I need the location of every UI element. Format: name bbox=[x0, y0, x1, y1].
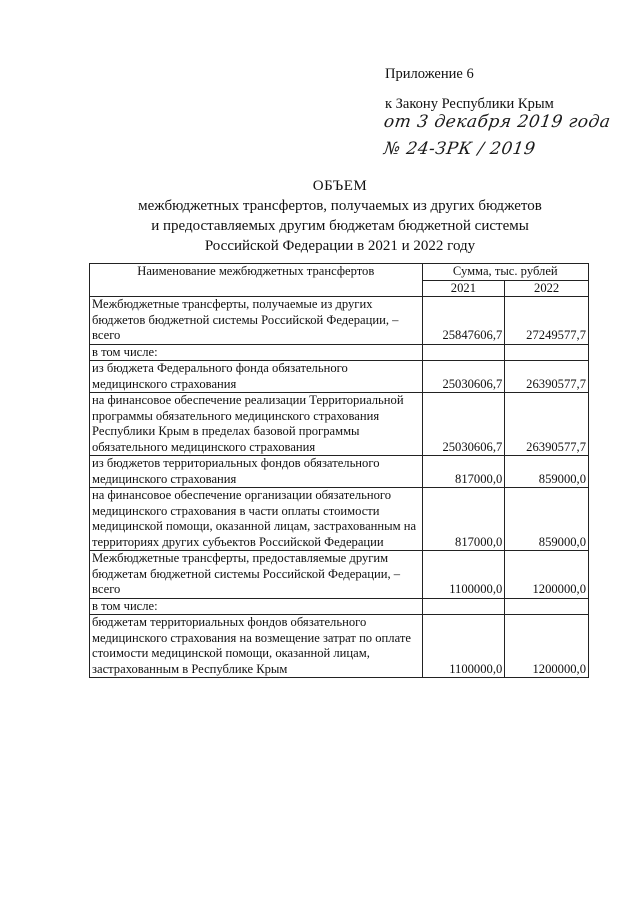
row-value-2022: 26390577,7 bbox=[505, 393, 589, 456]
handwritten-law-number: № 24-ЗРК / 2019 bbox=[382, 139, 537, 159]
row-value-2022: 859000,0 bbox=[505, 456, 589, 488]
appendix-law-ref: к Закону Республики Крым bbox=[385, 96, 554, 112]
title-heading: ОБЪЕМ bbox=[312, 178, 368, 194]
row-name: бюджетам территориальных фондов обязательного медицинского страхования на возмещение затрат по оплате стоимости медицинской помощи, оказанной лицам, застрахованным в Республике Крым bbox=[90, 615, 423, 678]
table-row bbox=[90, 598, 589, 615]
row-value-2021: 25030606,7 bbox=[422, 393, 505, 456]
transfers-table bbox=[89, 263, 589, 678]
row-value-2022 bbox=[505, 598, 589, 615]
header-year-2021: 2021 bbox=[422, 280, 505, 297]
title-line-3: Российской Федерации в 2021 и 2022 году bbox=[204, 238, 476, 254]
table-row bbox=[90, 361, 589, 393]
row-value-2022 bbox=[505, 344, 589, 361]
table-row bbox=[90, 488, 589, 551]
table-row bbox=[90, 551, 589, 599]
row-name: из бюджетов территориальных фондов обязательного медицинского страхования bbox=[90, 456, 423, 488]
title-line-2: и предоставляемых другим бюджетам бюджетной системы bbox=[151, 218, 529, 234]
row-value-2021: 1100000,0 bbox=[422, 615, 505, 678]
document-title bbox=[60, 176, 620, 256]
header-name: Наименование межбюджетных трансфертов bbox=[90, 264, 423, 297]
row-name: на финансовое обеспечение реализации Территориальной программы обязательного медицинского страхования Республики Крым в пределах базовой программы обязательного медицинского страхования bbox=[90, 393, 423, 456]
appendix-header bbox=[385, 64, 554, 114]
header-year-2022: 2022 bbox=[505, 280, 589, 297]
header-sum: Сумма, тыс. рублей bbox=[422, 264, 588, 281]
row-value-2021: 25030606,7 bbox=[422, 361, 505, 393]
row-value-2021 bbox=[422, 598, 505, 615]
row-name: из бюджета Федерального фонда обязательного медицинского страхования bbox=[90, 361, 423, 393]
table-row bbox=[90, 297, 589, 345]
row-value-2022: 27249577,7 bbox=[505, 297, 589, 345]
handwritten-date: от 3 декабря 2019 года bbox=[382, 112, 612, 132]
row-value-2022: 859000,0 bbox=[505, 488, 589, 551]
table-row bbox=[90, 344, 589, 361]
row-value-2021: 817000,0 bbox=[422, 488, 505, 551]
row-name: Межбюджетные трансферты, предоставляемые другим бюджетам бюджетной системы Российской Федерации, – всего bbox=[90, 551, 423, 599]
row-name: в том числе: bbox=[90, 598, 423, 615]
row-value-2021: 25847606,7 bbox=[422, 297, 505, 345]
title-line-1: межбюджетных трансфертов, получаемых из других бюджетов bbox=[138, 198, 542, 214]
table-row bbox=[90, 456, 589, 488]
row-value-2022: 26390577,7 bbox=[505, 361, 589, 393]
row-value-2021: 1100000,0 bbox=[422, 551, 505, 599]
row-value-2021: 817000,0 bbox=[422, 456, 505, 488]
table-row bbox=[90, 393, 589, 456]
row-name: Межбюджетные трансферты, получаемые из других бюджетов бюджетной системы Российской Федерации, – всего bbox=[90, 297, 423, 345]
row-name: на финансовое обеспечение организации обязательного медицинского страхования в части оплаты стоимости медицинской помощи, оказанной лицам, застрахованным на территориях других субъектов Российской Федерации bbox=[90, 488, 423, 551]
row-value-2022: 1200000,0 bbox=[505, 615, 589, 678]
table-row bbox=[90, 615, 589, 678]
appendix-number: Приложение 6 bbox=[385, 66, 474, 82]
row-name: в том числе: bbox=[90, 344, 423, 361]
row-value-2021 bbox=[422, 344, 505, 361]
row-value-2022: 1200000,0 bbox=[505, 551, 589, 599]
